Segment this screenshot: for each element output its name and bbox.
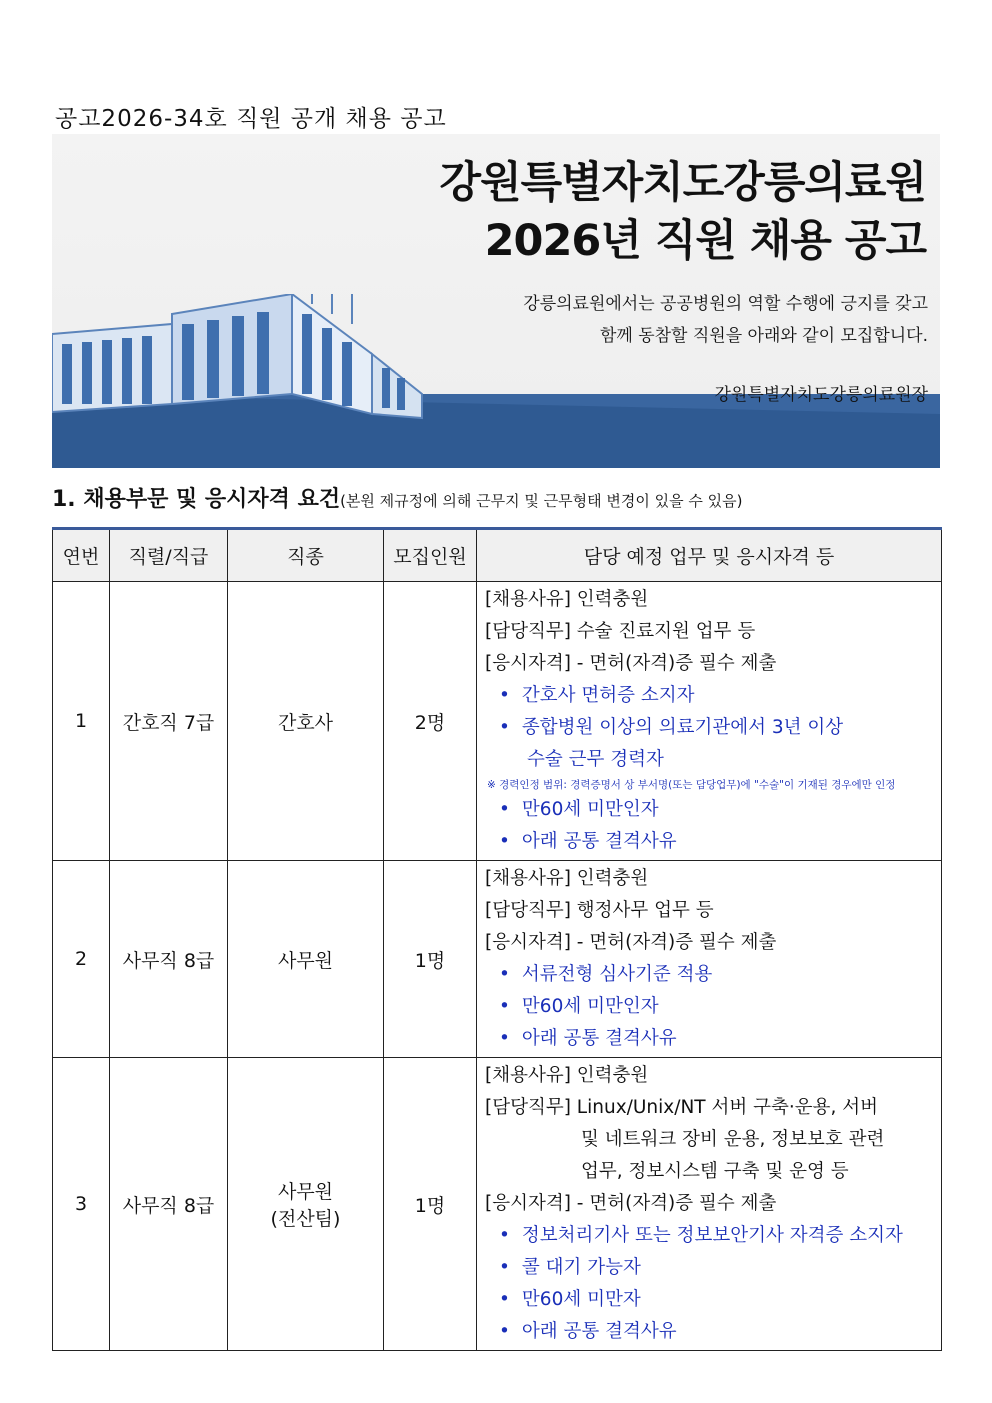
header-detail: 담당 예정 업무 및 응시자격 등 [477, 529, 942, 582]
row-count: 2명 [384, 582, 477, 861]
duty: [담당직무] 행정사무 업무 등 [485, 900, 714, 921]
bullet-item: • 만60세 미만인자 [485, 794, 935, 826]
row-detail [477, 582, 942, 861]
table-header-row [53, 529, 942, 582]
row-job: 간호사 [228, 582, 384, 861]
bullet-item: • 아래 공통 결격사유 [485, 826, 935, 858]
career-note: ※ 경력인정 범위: 경력증명서 상 부서명(또는 담당업무)에 "수술"이 기재된 경우에만 인정 [487, 779, 896, 791]
duty-continuation: 업무, 정보시스템 구축 및 운영 등 [581, 1161, 849, 1182]
banner-intro-line2: 함께 동참할 직원을 아래와 같이 모집합니다. [599, 326, 928, 346]
banner-title-line1: 강원특별자치도강릉의료원 [439, 158, 926, 208]
row-no: 2 [53, 861, 110, 1058]
header-job: 직종 [228, 529, 384, 582]
header-no: 연번 [53, 529, 110, 582]
table-row [53, 582, 942, 861]
row-job-line2: (전산팀) [270, 1208, 341, 1230]
row-no: 1 [53, 582, 110, 861]
section-title-text: 1. 채용부문 및 응시자격 요건 [52, 487, 341, 512]
bullet-continuation: 수술 근무 경력자 [527, 749, 664, 770]
row-no: 3 [53, 1058, 110, 1351]
banner-signature: 강원특별자치도강릉의료원장 [714, 385, 928, 405]
reason: [채용사유] 인력충원 [485, 589, 649, 610]
row-grade: 사무직 8급 [110, 1058, 228, 1351]
row-job: 사무원 [228, 861, 384, 1058]
qualification: [응시자격] - 면허(자격)증 필수 제출 [485, 653, 777, 674]
row-job [228, 1058, 384, 1351]
table-row [53, 861, 942, 1058]
qualification: [응시자격] - 면허(자격)증 필수 제출 [485, 932, 777, 953]
bullet-item: • 아래 공통 결격사유 [485, 1316, 935, 1348]
recruit-table [52, 527, 942, 1351]
bullet-item: • 아래 공통 결격사유 [485, 1023, 935, 1055]
row-count: 1명 [384, 861, 477, 1058]
banner [52, 134, 940, 468]
row-grade: 사무직 8급 [110, 861, 228, 1058]
section-note: (본원 제규정에 의해 근무지 및 근무형태 변경이 있을 수 있음) [340, 492, 743, 510]
reason: [채용사유] 인력충원 [485, 1065, 649, 1086]
banner-title-line2: 2026년 직원 채용 공고 [484, 216, 926, 266]
bullet-item: • 서류전형 심사기준 적용 [485, 959, 935, 991]
bullet-item: • 종합병원 이상의 의료기관에서 3년 이상 [485, 712, 935, 744]
notice-number: 공고2026-34호 직원 공개 채용 공고 [55, 106, 447, 132]
row-detail [477, 861, 942, 1058]
bullet-item: • 만60세 미만자 [485, 1284, 935, 1316]
bullet-item: • 간호사 면허증 소지자 [485, 680, 935, 712]
header-grade: 직렬/직급 [110, 529, 228, 582]
duty: [담당직무] 수술 진료지원 업무 등 [485, 621, 756, 642]
section-title [52, 482, 742, 513]
duty-continuation: 및 네트워크 장비 운용, 정보보호 관련 [581, 1129, 885, 1150]
header-count: 모집인원 [384, 529, 477, 582]
banner-intro [523, 288, 928, 352]
row-job-line1: 사무원 [277, 1181, 334, 1203]
bullet-item: • 정보처리기사 또는 정보보안기사 자격증 소지자 [485, 1220, 935, 1252]
row-grade: 간호직 7급 [110, 582, 228, 861]
bullet-item: • 콜 대기 가능자 [485, 1252, 935, 1284]
banner-intro-line1: 강릉의료원에서는 공공병원의 역할 수행에 긍지를 갖고 [523, 294, 928, 314]
qualification: [응시자격] - 면허(자격)증 필수 제출 [485, 1193, 777, 1214]
banner-title [440, 154, 926, 270]
duty: [담당직무] Linux/Unix/NT 서버 구축·운용, 서버 [485, 1097, 878, 1118]
bullet-item: • 만60세 미만인자 [485, 991, 935, 1023]
row-count: 1명 [384, 1058, 477, 1351]
row-detail [477, 1058, 942, 1351]
reason: [채용사유] 인력충원 [485, 868, 649, 889]
table-row [53, 1058, 942, 1351]
